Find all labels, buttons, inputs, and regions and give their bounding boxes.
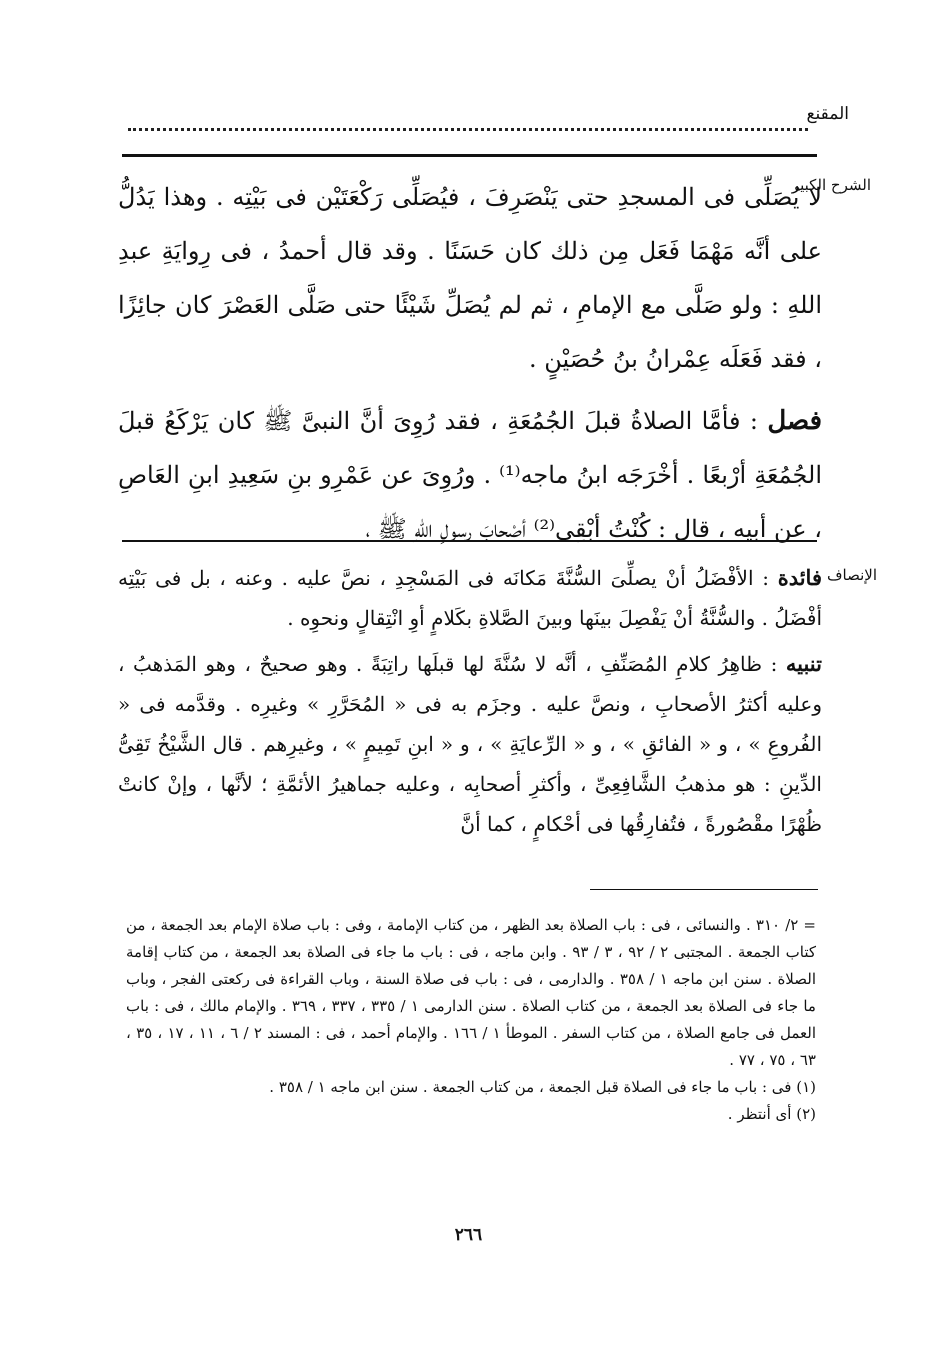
section-heading-fasl: فصل: [767, 406, 822, 436]
section-divider: [122, 540, 817, 542]
running-header-title: المقنع: [806, 104, 849, 124]
sharh-paragraph-1: لا يُصَلِّى فى المسجدِ حتى يَنْصَرِفَ ، فيُصَلِّى رَكْعَتَيْن فى بَيْتِه . وهذا يَدُلُّ على أنَّه مَهْمَا فَعَل مِن ذلك كان حَسَنًا . وقد قال أحمدُ ، فى رِوايَةِ عبدِ اللهِ : ولو صَلَّى مع الإمامِ ، ثم لم يُصَلِّ شَيْئًا حتى صَلَّى العَصْرَ كان جائِزًا ، فقد فَعَلَه عِمْرانُ بنُ حُصَيْنٍ .: [118, 183, 822, 373]
tanbih-heading: تنبيه: [785, 651, 822, 676]
sharh-text-block: [118, 170, 822, 556]
insaf-paragraph-faida: [118, 558, 822, 638]
insaf-paragraph-tanbih: [118, 644, 822, 844]
tanbih-text: : ظاهِرُ كلامِ المُصَنِّفِ ، أنَّه لا سُنَّةَ لها قبلَها راتِبَةً . وهو صحيحٌ ، وهو المَذهبُ ، وعليه أكثرُ الأصحابِ ، ونصَّ عليه . وجزَم به فى « المُحَرَّرِ » وغيرِه . وقدَّمه فى « الفُروعِ » ، و « الفائقِ » ، و « الرِّعايَةِ » ، و « ابنِ تَمِيمٍ » ، وغيرِهم . قال الشَّيْخُ تَقِىُّ الدِّينِ : هو مذهبُ الشَّافِعِىِّ ، وأكثرِ أصحابِه ، وعليه جماهيرُ الأئمَّةِ ؛ لأنَّها ، وإنْ كانتْ ظُهْرًا مقْصُورةً ، فتُفارِقُها فى أحْكامٍ ، كما أنَّ: [118, 652, 822, 836]
sharh-paragraph-2-text: : فأمَّا الصلاةُ قبلَ الجُمُعَةِ ، فقد رُوِىَ أنَّ النبىَّ ﷺ كان يَرْكَعُ قبلَ الجُمُعَةِ أرْبعًا . أخْرَجَه ابنُ ماجه⁽¹⁾ . ورُوِىَ عن عَمْرِو بنِ سَعِيدِ ابنِ العَاصِ ، عن أبيه ، قال : كُنْتُ أبْقِى⁽²⁾ أصْحابَ رسولِ اللهِ ﷺ ،: [118, 407, 822, 543]
header-dotted-rule: [128, 128, 808, 131]
footnote-1: (١) فى : باب ما جاء فى الصلاة قبل الجمعة ، من كتاب الجمعة . سنن ابن ماجه ١ / ٣٥٨ .: [269, 1078, 816, 1096]
footnote-2: (٢) أى أنتظر .: [727, 1105, 816, 1123]
page-number: ٢٦٦: [454, 1225, 483, 1245]
sharh-paragraph-2: [118, 394, 822, 556]
margin-label-sharh: الشرح الكبير: [791, 176, 871, 194]
footnote-continuation: = ٢/ ٣١٠ . والنسائى ، فى : باب الصلاة بعد الظهر ، من كتاب الإمامة ، وفى : باب صلاة الإمام بعد الجمعة ، من كتاب الجمعة . المجتبى ٢ / ٩٢ ، ٣ / ٩٣ . وابن ماجه ، فى : باب ما جاء فى الصلاة بعد الجمعة ، من كتاب إقامة الصلاة . سنن ابن ماجه ١ / ٣٥٨ . والدارمى ، فى : باب فى صلاة السنة ، وباب القراءة فى ركعتى الفجر ، وباب ما جاء فى الصلاة بعد الجمعة ، من كتاب الصلاة . سنن الدارمى ١ / ٣٣٥ ، ٣٣٧ ، ٣٦٩ . والإمام مالك ، فى : باب العمل فى جامع الصلاة ، من كتاب السفر . الموطأ ١ / ١٦٦ . والإمام أحمد ، فى : المسند ٢ / ٦ ، ١١ ، ١٧ ، ٣٥ ، ٦٣ ، ٧٥ ، ٧٧ .: [126, 916, 817, 1069]
footnotes-block: [126, 912, 816, 1128]
insaf-text-block: [118, 558, 822, 844]
faida-heading: فائدة: [777, 565, 822, 590]
faida-text: : الأفْضَلُ أنْ يصلِّىَ السُّنَّةَ مَكانَه فى المَسْجِدِ ، نصَّ عليه . وعنه ، بل فى بَيْتِه أفْضَلُ . والسُّنَّةُ أنْ يَفْصِلَ بينَها وبينَ الصَّلاةِ بكَلامٍ أوِ انْتِقالٍ ونحوِه .: [118, 566, 822, 630]
footnote-rule: [590, 889, 818, 890]
header-rule: [122, 154, 817, 157]
margin-label-insaf: الإنصاف: [826, 566, 877, 584]
